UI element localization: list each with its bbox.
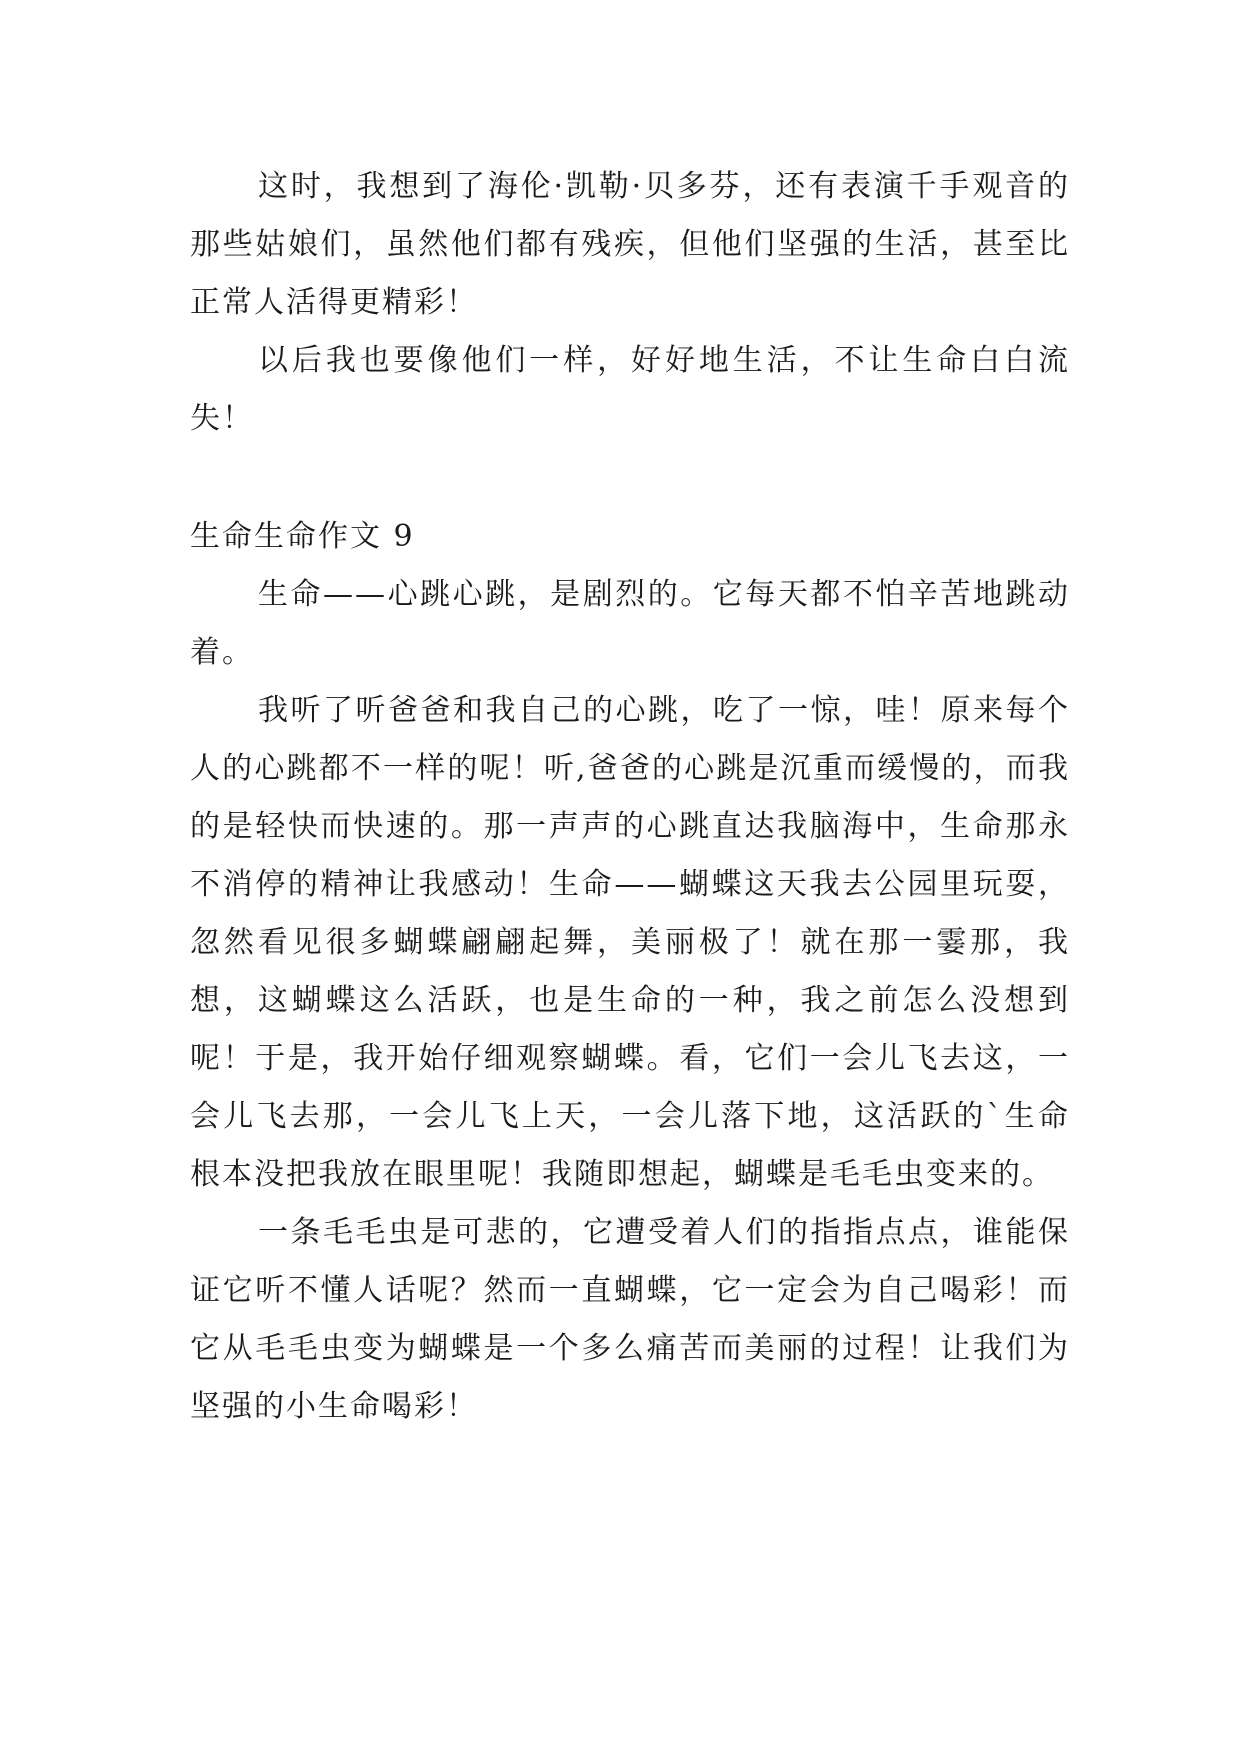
essay-title: 生命生命作文 9 — [190, 519, 415, 554]
paragraph: 以后我也要像他们一样，好好地生活，不让生命白白流失！ — [190, 343, 1070, 436]
essay-continuation — [190, 158, 1070, 448]
paragraph: 一条毛毛虫是可悲的，它遭受着人们的指指点点，谁能保证它听不懂人话呢？然而一直蝴蝶，它一定会为自己喝彩！而它从毛毛虫变为蝴蝶是一个多么痛苦而美丽的过程！让我们为坚强的小生命喝彩！ — [190, 1215, 1070, 1424]
paragraph: 生命——心跳心跳，是剧烈的。它每天都不怕辛苦地跳动着。 — [190, 577, 1070, 670]
paragraph: 我听了听爸爸和我自己的心跳，吃了一惊，哇！原来每个人的心跳都不一样的呢！听,爸爸的心跳是沉重而缓慢的，而我的是轻快而快速的。那一声声的心跳直达我脑海中，生命那永不消停的精神让我感动！生命——蝴蝶这天我去公园里玩耍，忽然看见很多蝴蝶翩翩起舞，美丽极了！就在那一霎那，我想，这蝴蝶这么活跃，也是生命的一种，我之前怎么没想到呢！于是，我开始仔细观察蝴蝶。看，它们一会儿飞去这，一会儿飞去那，一会儿飞上天，一会儿落下地，这活跃的`生命根本没把我放在眼里呢！我随即想起，蝴蝶是毛毛虫变来的。 — [190, 693, 1070, 1192]
paragraph: 这时，我想到了海伦·凯勒·贝多芬，还有表演千手观音的那些姑娘们，虽然他们都有残疾，但他们坚强的生活，甚至比正常人活得更精彩！ — [190, 169, 1070, 320]
essay-section — [190, 508, 1070, 1436]
